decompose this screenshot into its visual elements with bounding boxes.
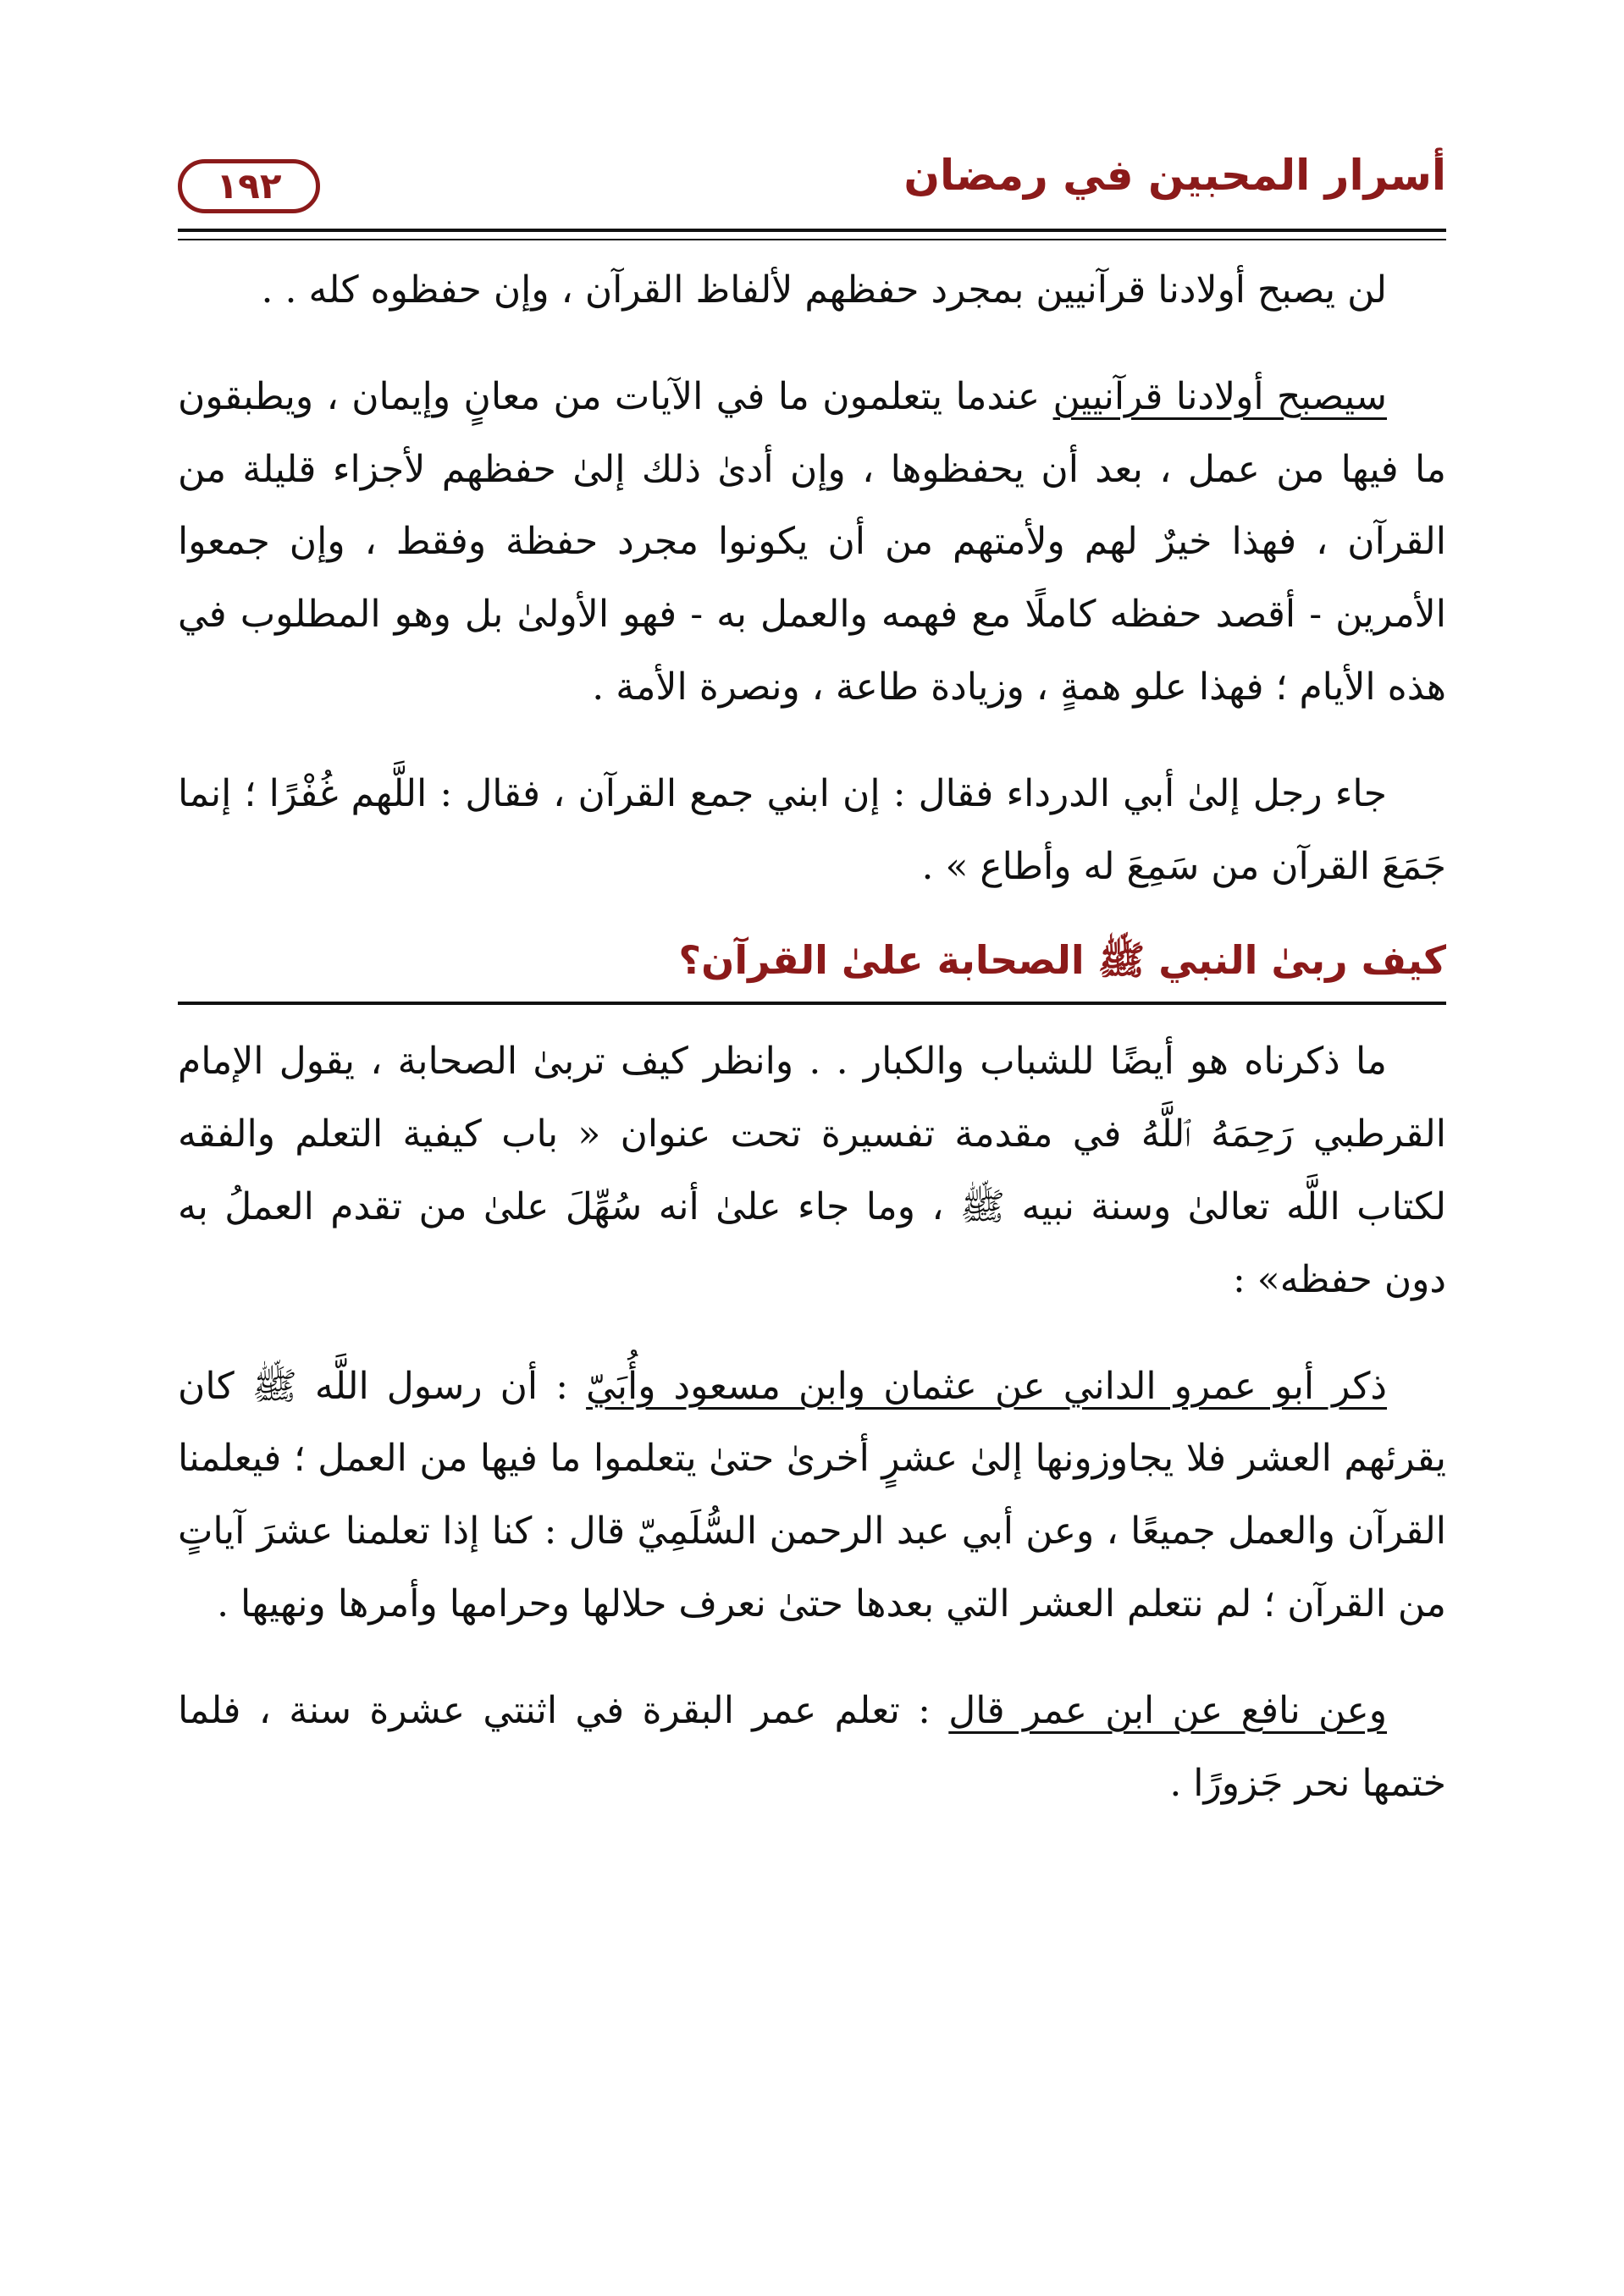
- paragraph-6: [178, 1675, 1446, 1820]
- underlined-phrase: سيصبح أولادنا قرآنيين: [1052, 374, 1387, 418]
- page-body: [178, 254, 1446, 1853]
- paragraph-1: [178, 254, 1446, 327]
- page-number: ١٩٢: [178, 159, 320, 213]
- page-header: [178, 144, 1446, 237]
- paragraph-2: [178, 361, 1446, 724]
- paragraph-text: جاء رجل إلىٰ أبي الدرداء فقال : إن ابني جمع القرآن ، فقال : اللَّهم غُفْرًا ؛ إنما جَمَعَ القرآن من سَمِعَ له وأطاع » .: [178, 771, 1446, 888]
- underlined-phrase: ذكر أبو عمرو الداني عن عثمان وابن مسعود وأُبَيّ: [586, 1364, 1387, 1408]
- paragraph-text: لن يصبح أولادنا قرآنيين بمجرد حفظهم لألفاظ القرآن ، وإن حفظوه كله . .: [261, 268, 1387, 312]
- header-rule-thin: [178, 239, 1446, 240]
- paragraph-4: [178, 1025, 1446, 1316]
- paragraph-text: : تعلم عمر البقرة في اثنتي عشرة سنة ، فلما ختمها نحر جَزورًا .: [178, 1688, 1446, 1805]
- paragraph-text: عندما يتعلمون ما في الآيات من معانٍ وإيمان ، ويطبقون ما فيها من عمل ، بعد أن يحفظوها ، وإن أدىٰ ذلك إلىٰ حفظهم لأجزاء قليلة من القرآن ، فهذا خيرٌ لهم ولأمتهم من أن يكونوا مجرد حفظة وفقط ، وإن جمعوا الأمرين - أقصد حفظه كاملًا مع فهمه والعمل به - فهو الأولىٰ بل وهو المطلوب في هذه الأيام ؛ فهذا علو همةٍ ، وزيادة طاعة ، ونصرة الأمة .: [178, 374, 1446, 709]
- section-heading: كيف ربىٰ النبي ﷺ الصحابة علىٰ القرآن؟: [178, 936, 1446, 1005]
- paragraph-text: ما ذكرناه هو أيضًا للشباب والكبار . . وانظر كيف تربىٰ الصحابة ، يقول الإمام القرطبي رَحِمَهُ ٱللَّهُ في مقدمة تفسيرة تحت عنوان « باب كيفية التعلم والفقه لكتاب اللَّه تعالىٰ وسنة نبيه ﷺ ، وما جاء علىٰ أنه سُهِّلَ علىٰ من تقدم العملُ به دون حفظه» :: [178, 1040, 1446, 1301]
- paragraph-3: [178, 758, 1446, 903]
- header-rule-thick: [178, 229, 1446, 232]
- paragraph-5: [178, 1350, 1446, 1641]
- paragraph-text: : أن رسول اللَّه ﷺ كان يقرئهم العشر فلا يجاوزونها إلىٰ عشرٍ أخرىٰ حتىٰ يتعلموا ما فيها من العمل ؛ فيعلمنا القرآن والعمل جميعًا ، وعن أبي عبد الرحمن السُّلَمِيّ قال : كنا إذا تعلمنا عشرَ آياتٍ من القرآن ؛ لم نتعلم العشر التي بعدها حتىٰ نعرف حلالها وحرامها وأمرها ونهيها .: [178, 1364, 1446, 1625]
- running-title: أسرار المحبين في رمضان: [903, 151, 1446, 200]
- underlined-phrase: وعن نافع عن ابن عمر قال: [948, 1688, 1387, 1732]
